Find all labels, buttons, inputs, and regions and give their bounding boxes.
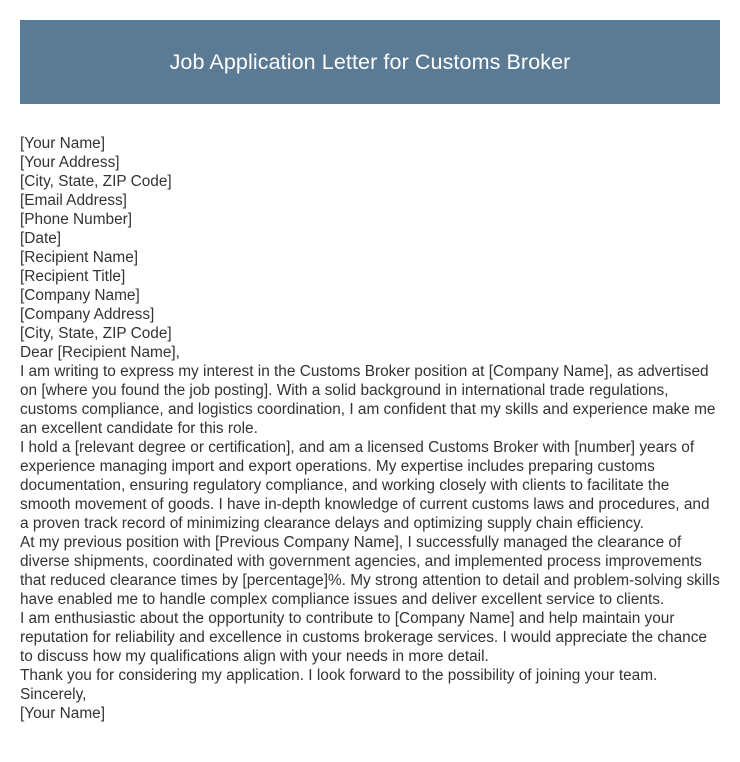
letter-date: [Date]	[20, 230, 62, 247]
salutation: Dear [Recipient Name],	[20, 344, 180, 361]
letter-header	[20, 20, 720, 104]
letter-body	[20, 134, 720, 723]
sender-email: [Email Address]	[20, 192, 127, 209]
company-name: [Company Name]	[20, 287, 140, 304]
sender-name: [Your Name]	[20, 135, 105, 152]
closing: Sincerely,	[20, 686, 87, 703]
signature: [Your Name]	[20, 705, 105, 722]
paragraph-qualifications: I hold a [relevant degree or certification], and am a licensed Customs Broker with [number] years of experience managing import and export operations. My expertise includes preparing customs documentation, ensuring regulatory compliance, and working closely with clients to facilitate the smooth movement of goods. I have in-depth knowledge of current customs laws and procedures, and a proven track record of minimizing clearance delays and optimizing supply chain efficiency.	[20, 439, 710, 532]
paragraph-experience: At my previous position with [Previous Company Name], I successfully managed the clearance of diverse shipments, coordinated with government agencies, and implemented process improvements that reduced clearance times by [percentage]%. My strong attention to detail and problem-solving skills have enabled me to handle complex compliance issues and deliver excellent service to clients.	[20, 534, 720, 608]
paragraph-enthusiasm: I am enthusiastic about the opportunity to contribute to [Company Name] and help maintain your reputation for reliability and excellence in customs brokerage services. I would appreciate the chance to discuss how my qualifications align with your needs in more detail.	[20, 610, 707, 665]
sender-city: [City, State, ZIP Code]	[20, 173, 172, 190]
page-title: Job Application Letter for Customs Broker	[169, 49, 571, 74]
company-city: [City, State, ZIP Code]	[20, 325, 172, 342]
company-address: [Company Address]	[20, 306, 155, 323]
paragraph-thanks: Thank you for considering my application. I look forward to the possibility of joining your team.	[20, 667, 658, 684]
sender-address: [Your Address]	[20, 154, 120, 171]
recipient-name: [Recipient Name]	[20, 249, 139, 266]
paragraph-intro: I am writing to express my interest in the Customs Broker position at [Company Name], as advertised on [where you found the job posting]. With a solid background in international trade regulations, customs compliance, and logistics coordination, I am confident that my skills and experience make me an excellent candidate for this role.	[20, 363, 716, 437]
sender-phone: [Phone Number]	[20, 211, 133, 228]
recipient-title: [Recipient Title]	[20, 268, 126, 285]
